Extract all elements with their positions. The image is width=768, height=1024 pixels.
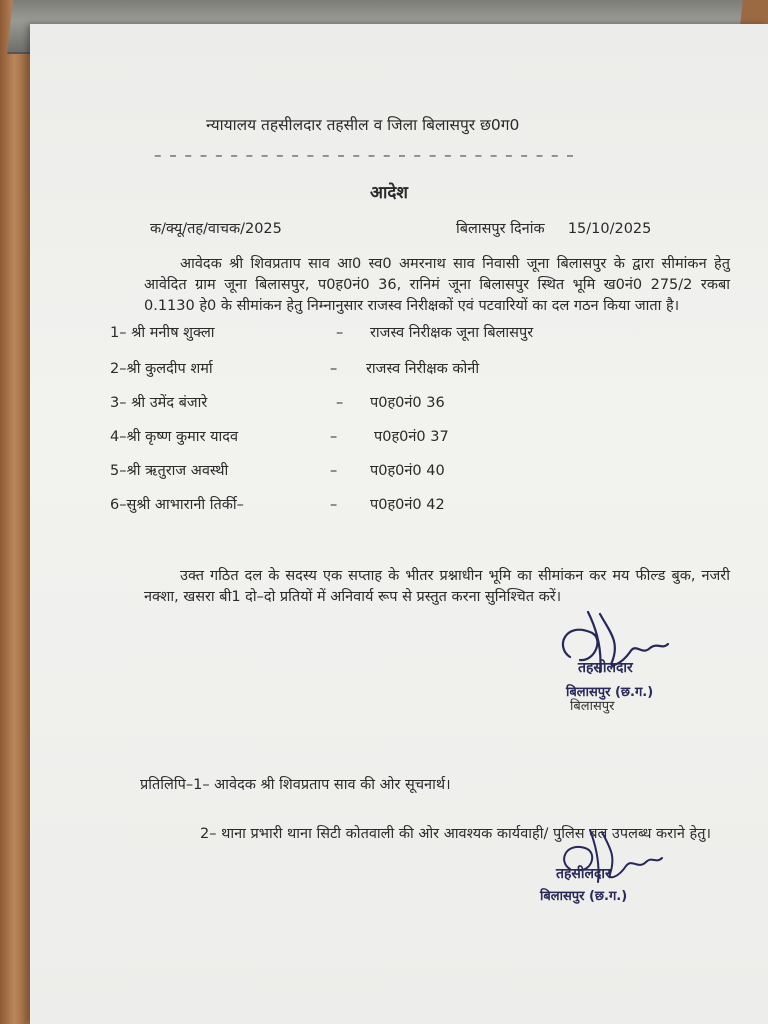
- team-member-name: 1– श्री मनीष शुक्ला: [110, 325, 215, 341]
- team-member-dash: –: [330, 463, 338, 479]
- team-member-name: 4–श्री कृष्ण कुमार यादव: [110, 429, 239, 445]
- team-member-name: 5–श्री ऋतुराज अवस्थी: [110, 463, 229, 479]
- team-member-name: 2–श्री कुलदीप शर्मा: [110, 361, 213, 377]
- team-member-name: 6–सुश्री आभारानी तिर्की–: [110, 497, 244, 513]
- signature-1-place: बिलासपुर (छ.ग.): [566, 685, 654, 700]
- signature-1-place-small: बिलासपुर: [570, 699, 615, 714]
- order-title: आदेश: [370, 183, 408, 203]
- team-member-role: प0ह0नं0 36: [370, 395, 445, 411]
- reference-number: क/क्यू/तह/वाचक/2025: [150, 221, 282, 237]
- signature-2-place: बिलासपुर (छ.ग.): [540, 889, 628, 904]
- signature-2-title: तहसीलदार: [556, 866, 611, 882]
- team-member-dash: –: [330, 497, 338, 513]
- team-member-role: प0ह0नं0 40: [370, 463, 445, 479]
- intro-paragraph: आवेदक श्री शिवप्रताप साव आ0 स्व0 अमरनाथ साव निवासी जूना बिलासपुर के द्वारा सीमांकन हेतु आवेदित ग्राम जूना बिलासपुर, प0ह0नं0 36, रानिमं जूना बिलासपुर स्थित भूमि ख0नं0 275/2 रकबा 0.1130 हे0 के सीमांकन हेतु निम्नानुसार राजस्व निरीक्षकों एवं पटवारियों का दल गठन किया जाता है।: [144, 256, 730, 314]
- copy-line-2: 2– थाना प्रभारी थाना सिटी कोतवाली की ओर आवश्यक कार्यवाही/ पुलिस बल उपलब्ध कराने हेतु।: [200, 826, 711, 842]
- instruction-paragraph: उक्त गठित दल के सदस्य एक सप्ताह के भीतर प्रश्नाधीन भूमि का सीमांकन कर मय फील्ड बुक, नजरी नक्शा, खसरा बी1 दो–दो प्रतियों में अनिवार्य रूप से प्रस्तुत करना सुनिश्चित करें।: [144, 568, 730, 605]
- team-member-role: प0ह0नं0 37: [374, 429, 449, 445]
- team-member-role: राजस्व निरीक्षक जूना बिलासपुर: [370, 325, 534, 341]
- team-member-role: प0ह0नं0 42: [370, 497, 445, 513]
- signature-block-1: [546, 602, 716, 712]
- place-date-line: [456, 220, 651, 238]
- team-member-role: राजस्व निरीक्षक कोनी: [366, 361, 480, 377]
- team-member-dash: –: [336, 395, 344, 411]
- court-header: न्यायालय तहसीलदार तहसील व जिला बिलासपुर छ0ग0: [206, 116, 520, 134]
- team-member-dash: –: [336, 325, 344, 341]
- place-date-label: बिलासपुर दिनांक: [456, 221, 545, 237]
- team-member-dash: –: [330, 429, 338, 445]
- handwritten-signature-2: [550, 824, 670, 894]
- header-divider: – – – – – – – – – – – – – – – – – – – – – – – – – – – –: [154, 146, 576, 164]
- order-document-page: [30, 24, 768, 1024]
- team-member-dash: –: [330, 361, 338, 377]
- signature-block-2: [536, 824, 706, 934]
- copy-line-1: प्रतिलिपि–1– आवेदक श्री शिवप्रताप साव की ओर सूचनार्थ।: [140, 777, 451, 793]
- team-member-name: 3– श्री उमेंद बंजारे: [110, 395, 208, 411]
- signature-1-title: तहसीलदार: [578, 660, 633, 676]
- order-date: 15/10/2025: [567, 221, 652, 237]
